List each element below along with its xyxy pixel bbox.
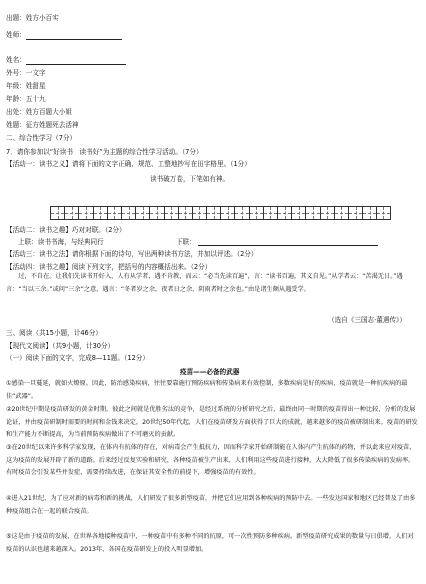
name-underline xyxy=(26,64,126,65)
meta-grade xyxy=(6,82,46,90)
grid-cell[interactable] xyxy=(263,206,277,220)
meta-value: 姓方百题大小姐 xyxy=(25,108,72,116)
article-title: 疫苗——必备的武器 xyxy=(180,368,240,376)
grid-cell[interactable] xyxy=(305,206,319,220)
teacher-underline xyxy=(26,39,122,40)
citation: （选自《三国志·董遇传》） xyxy=(328,316,406,324)
meta-label: 姓名： xyxy=(6,56,26,64)
grid-cell[interactable] xyxy=(64,206,78,220)
grid-cell[interactable] xyxy=(206,206,220,220)
couplet-down-label: 下联： xyxy=(176,238,196,246)
meta-label: 外号： xyxy=(6,69,26,77)
section2-title: 二、综合性学习（7分） xyxy=(6,134,77,142)
activity1: 【活动一：读书之义】请将下面的文字正确、规范、工整地抄写在田字格里。（1分） xyxy=(6,160,251,168)
grid-cell[interactable] xyxy=(348,206,362,220)
meta-origin xyxy=(6,108,72,116)
meta-name xyxy=(6,56,26,64)
school-label: 出题： xyxy=(6,14,26,22)
paragraph-2: ②20世纪中期是疫苗研发的黄金时期，彼此之间就是优胜劣汰的竞争，是经过系统的分析研究之后，最终由同一时期的疫苗得出一种比较、分析的发展论证，并由疫苗研制时需要的时间和金钱来决定，20世纪50年代起，人们在疫苗研发方面获得了巨大的成就，越来越多的疫苗被研制出来。疫苗的研发和生产能力不断提高，为当前预防疾病做出了不可磨灭的贡献。 xyxy=(6,406,418,439)
grid-cell[interactable] xyxy=(50,206,64,220)
meta-value: 一文字 xyxy=(25,69,46,77)
meta-nickname xyxy=(6,69,46,77)
grid-cell[interactable] xyxy=(135,206,149,220)
grid-cell[interactable] xyxy=(149,206,163,220)
grid-cell[interactable] xyxy=(121,206,135,220)
grid-cell[interactable] xyxy=(78,206,92,220)
grid-cell[interactable] xyxy=(107,206,121,220)
couplet-up: 上联：读书书海，与经典同行 xyxy=(18,238,104,246)
meta-label: 姓题： xyxy=(6,121,26,129)
part1-title: （一）阅读下面的文字，完成8—11题。（12分） xyxy=(6,354,149,362)
grid-cell[interactable] xyxy=(376,206,390,220)
grid-cell[interactable] xyxy=(178,206,192,220)
paragraph-4: ④进入21世纪，为了应对新的病毒和新的挑战，人们研发了很多新型疫苗，并把它们应用到各种疾病的预防中去。一些发达国家和地区已经普及了由多种疫苗组合在一起的联合疫苗。 xyxy=(6,495,416,515)
school-value: 姓方小百实 xyxy=(25,14,59,22)
grid-cell[interactable] xyxy=(320,206,334,220)
paragraph-1: ①感染一旦蔓延，就如火燎原。因此，防治感染疾病，往往要靠施行预防疾病和传染病来有效控制，多数疾病是好的疾病，疫苗就是一种抗疾病的最佳“武器”。 xyxy=(6,380,408,400)
meta-label: 出处： xyxy=(6,108,26,116)
meta-value: 征方姓题死去活神 xyxy=(25,121,79,129)
meta-age xyxy=(6,95,46,103)
meta-label: 年龄： xyxy=(6,95,26,103)
modern-reading-title: 【现代文阅读】（共9小题，计30分） xyxy=(6,342,115,350)
grid-cell[interactable] xyxy=(192,206,206,220)
grid-cell[interactable] xyxy=(249,206,263,220)
grid-cell[interactable] xyxy=(334,206,348,220)
section3-title: 三、阅读（共15小题，计46分） xyxy=(6,329,102,337)
paragraph-3: ③在20世纪以来许多科学家发现，在体内有抗体的存在，对病毒会产生抵抗力，因而科学家开始研制能在人体内产生抗体的药物，并以此来应对疫苗，这为疫苗的发展开辟了新的道路。后来经过反复实验和研究，各种疫苗被生产出来，人们利用这些疫苗进行接种，大大降低了很多传染疾病的发病率。有时疫苗会引发某些并发症，需要持续改进，在保证其安全性的前提下，增强疫苗的有效性。 xyxy=(6,444,416,477)
grid-cell[interactable] xyxy=(362,206,376,220)
couplet-down-blank[interactable] xyxy=(198,245,378,246)
activity2: 【活动二：读书之趣】巧对对联。（2分） xyxy=(6,226,126,234)
grid-cell[interactable] xyxy=(93,206,107,220)
copy-text: 读书破万卷，下笔如有神。 xyxy=(150,175,230,183)
q7-title: 7．请你参加以“好读书 读书好”为主题的综合性学习活动。（7分） xyxy=(6,148,203,156)
classical-passage: 过，不自在。让我们先读书开好入，人有从学者，遇不肯教，而云：“必当先读百遍”，言：“读书百遍，其义自见。”从学者云：“苦渴无日。”遇言：“当以三余。”或问“三余”之意，遇言：“冬者岁之余，夜者日之余，阴雨者时之余也。”由是诸生颇从遇受学。 xyxy=(6,273,403,293)
school-line xyxy=(6,14,59,22)
activity3: 【活动三：读书之法】请你根据下面的诗句，写出两种读书方法，并加以评述。（2分） xyxy=(6,250,258,258)
meta-value: 五十九 xyxy=(25,95,46,103)
meta-value: 姓甜星 xyxy=(25,82,46,90)
teacher-line xyxy=(6,31,26,39)
meta-label: 年级： xyxy=(6,82,26,90)
teacher-label: 姓师： xyxy=(6,31,26,39)
activity4: 【活动四：读书之趣】阅读下列文字，把括号的内容概括出来。（2分） xyxy=(6,263,212,271)
paragraph-5: ⑤这是由于疫苗的发展，在世界各地接种疫苗中，一种疫苗中有多种不同的抗原，可一次性预防多种疾病。新型疫苗研究成果的数量与日俱增，人们对疫苗的认识也越来越深入。2013年，各国在疫苗研发上的投入明显增加。 xyxy=(6,533,414,553)
grid-cell[interactable] xyxy=(220,206,234,220)
grid-cell[interactable] xyxy=(291,206,305,220)
grid-cell[interactable] xyxy=(164,206,178,220)
grid-cell[interactable] xyxy=(277,206,291,220)
grid-cell[interactable] xyxy=(234,206,248,220)
writing-grid[interactable] xyxy=(50,206,391,220)
meta-topic xyxy=(6,121,79,129)
